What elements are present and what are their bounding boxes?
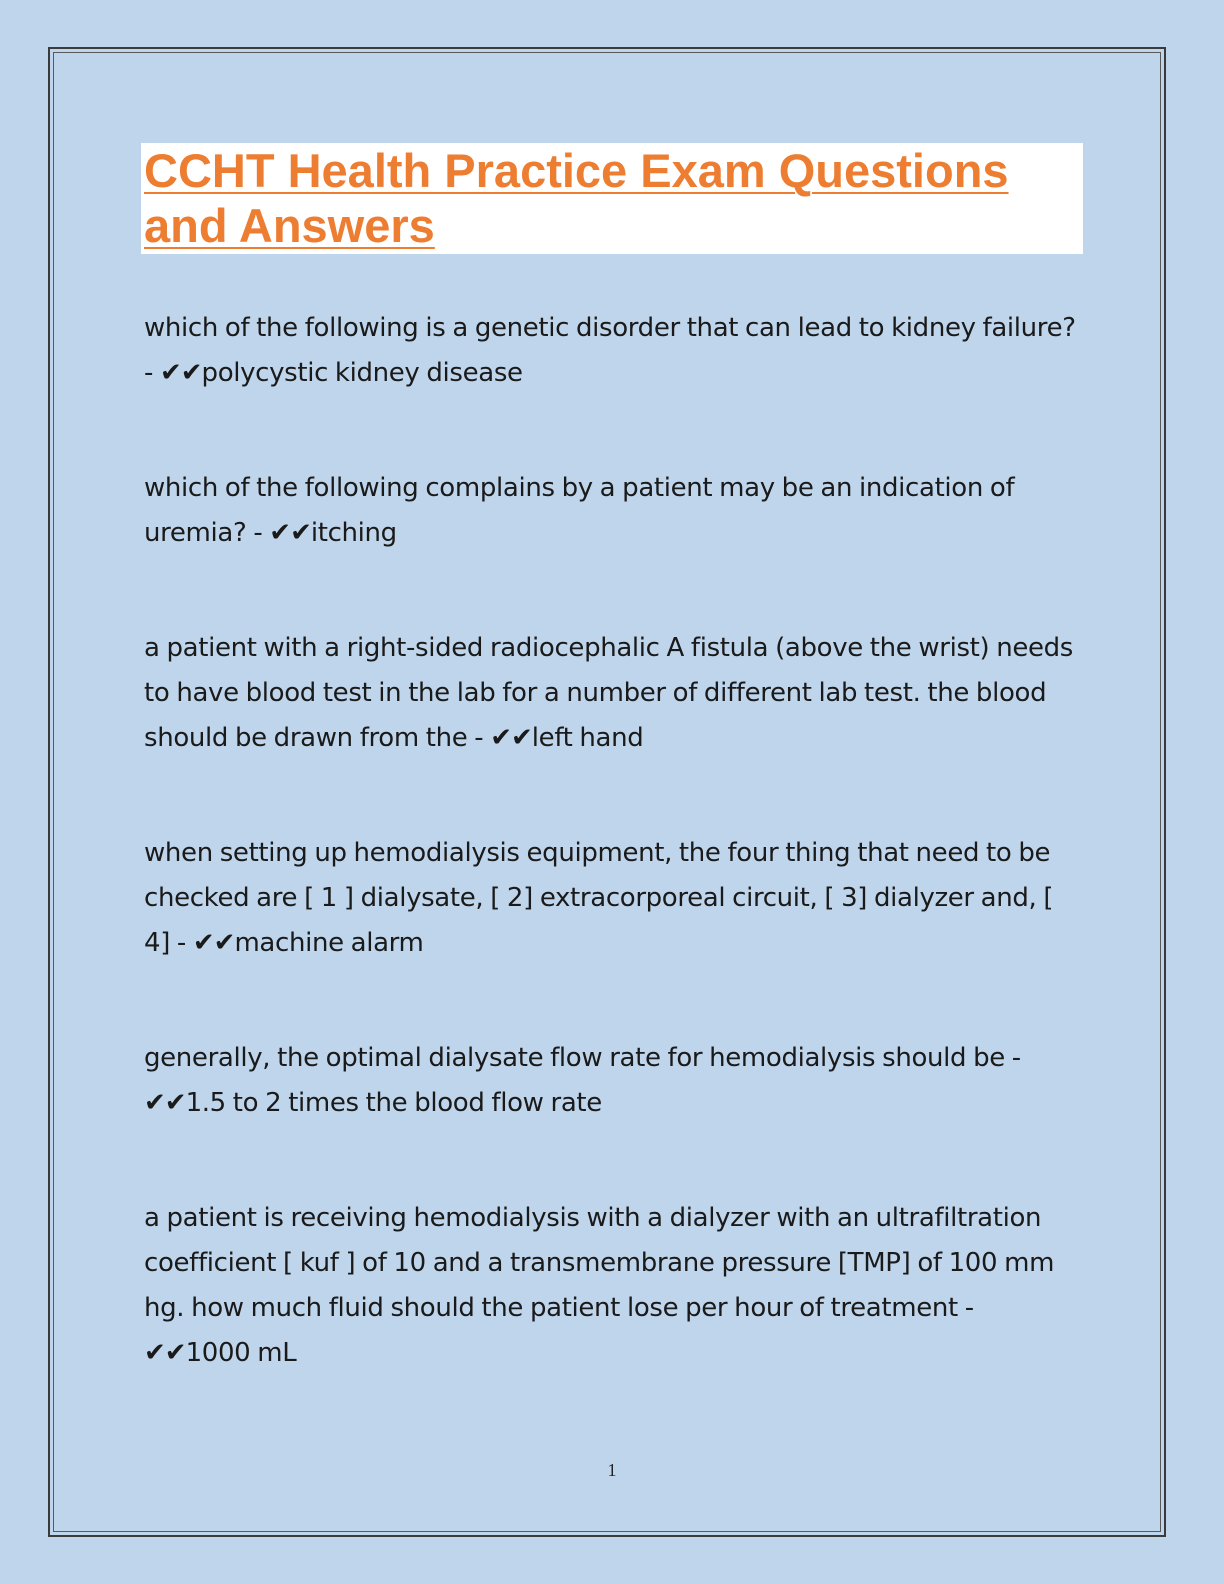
qa-list <box>144 306 1084 1446</box>
double-check-icon: ✔✔ <box>144 1338 186 1368</box>
answer-text: machine alarm <box>234 928 424 958</box>
qa-item-4 <box>144 831 1084 966</box>
answer-text: left hand <box>531 723 644 753</box>
question-text: generally, the optimal dialysate flow rate for hemodialysis should be - <box>144 1043 1021 1073</box>
qa-item-3 <box>144 626 1084 761</box>
answer-text: itching <box>310 518 397 548</box>
double-check-icon: ✔✔ <box>144 1088 186 1118</box>
answer-text: 1.5 to 2 times the blood flow rate <box>185 1088 602 1118</box>
double-check-icon: ✔✔ <box>192 928 235 958</box>
double-check-icon: ✔✔ <box>159 358 202 388</box>
question-text: which of the following is a genetic disorder that can lead to kidney failure? - <box>144 313 1076 388</box>
question-text: which of the following complains by a patient may be an indication of uremia? - <box>144 473 1015 548</box>
answer-text: polycystic kidney disease <box>201 358 523 388</box>
double-check-icon: ✔✔ <box>490 723 532 753</box>
title-box <box>141 143 1083 254</box>
document-title: CCHT Health Practice Exam Questions and Answers <box>144 144 1009 252</box>
qa-item-2 <box>144 466 1084 556</box>
question-text: when setting up hemodialysis equipment, the four thing that need to be checked are [ 1 ] dialysate, [ 2] extracorporeal circuit, [ 3] dialyzer and, [ 4] - <box>144 838 1054 958</box>
qa-item-5 <box>144 1036 1084 1126</box>
answer-text: 1000 mL <box>185 1338 297 1368</box>
double-check-icon: ✔✔ <box>269 518 311 548</box>
question-text: a patient with a right-sided radiocephalic A fistula (above the wrist) needs to have blood test in the lab for a number of different lab test. the blood should be drawn from the - <box>144 633 1073 753</box>
page-number: 1 <box>607 1460 617 1480</box>
qa-item-1 <box>144 306 1084 396</box>
question-text: a patient is receiving hemodialysis with a dialyzer with an ultrafiltration coefficient [ kuf ] of 10 and a transmembrane pressure [TMP] of 100 mm hg. how much fluid should the patient lose per hour of treatment - <box>144 1203 1055 1323</box>
qa-item-6 <box>144 1196 1084 1376</box>
